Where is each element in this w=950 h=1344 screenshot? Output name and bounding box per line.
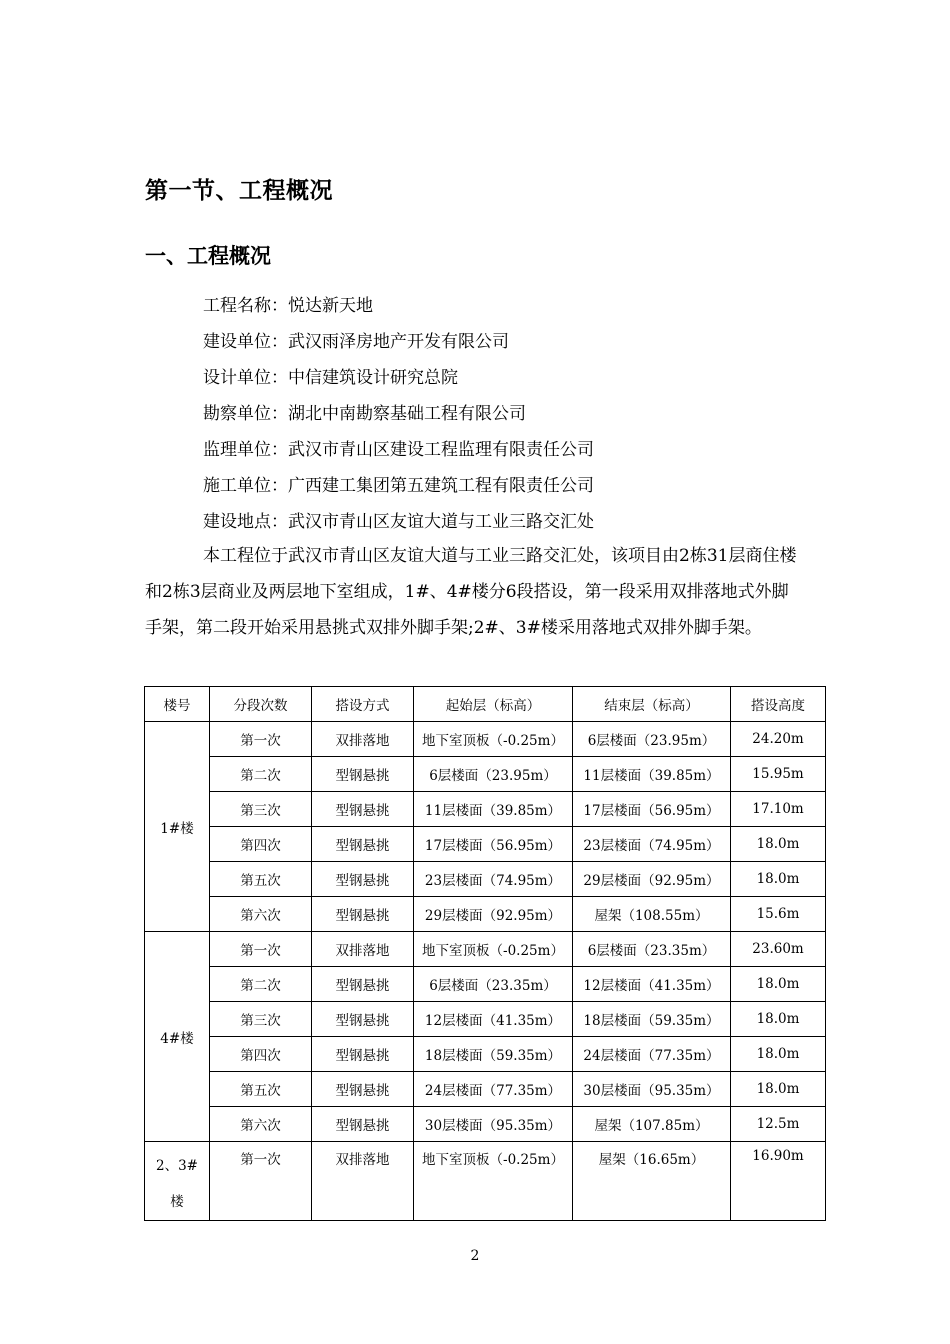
table-cell: 12层楼面（41.35m） <box>573 967 731 1002</box>
table-cell: 第一次 <box>210 932 312 967</box>
header-height: 搭设高度 <box>731 687 826 722</box>
table-row <box>145 932 826 967</box>
table-cell: 第二次 <box>210 757 312 792</box>
table-cell: 12层楼面（41.35m） <box>414 1002 573 1037</box>
table-cell: 地下室顶板（-0.25m） <box>414 932 573 967</box>
table-cell: 双排落地 <box>312 1142 414 1221</box>
table-cell: 6层楼面（23.95m） <box>573 722 731 757</box>
table-cell: 29层楼面（92.95m） <box>414 897 573 932</box>
building-label-line1: 2、3# <box>156 1158 198 1174</box>
table-cell: 型钢悬挑 <box>312 792 414 827</box>
table-cell: 双排落地 <box>312 932 414 967</box>
table-header-row <box>145 687 826 722</box>
info-project-name: 工程名称：悦达新天地 <box>203 296 373 316</box>
info-developer: 建设单位：武汉雨泽房地产开发有限公司 <box>203 332 509 352</box>
table-row <box>145 1107 826 1142</box>
table-row <box>145 1002 826 1037</box>
info-surveyor: 勘察单位：湖北中南勘察基础工程有限公司 <box>203 404 526 424</box>
building-cell: 4#楼 <box>145 932 210 1142</box>
table-cell: 屋架（107.85m） <box>573 1107 731 1142</box>
table-row <box>145 792 826 827</box>
table-cell: 18.0m <box>731 862 826 897</box>
project-info-list <box>203 288 594 540</box>
table-cell: 型钢悬挑 <box>312 897 414 932</box>
table-cell: 第一次 <box>210 1142 312 1221</box>
table-cell: 15.6m <box>731 897 826 932</box>
subsection-title: 一、工程概况 <box>145 244 271 268</box>
scaffold-table <box>144 686 826 1221</box>
table-cell: 24.20m <box>731 722 826 757</box>
table-cell: 18.0m <box>731 967 826 1002</box>
table-cell: 型钢悬挑 <box>312 862 414 897</box>
table-cell: 23.60m <box>731 932 826 967</box>
table-cell: 屋架（16.65m） <box>573 1142 731 1221</box>
table-cell: 18.0m <box>731 1002 826 1037</box>
table-row <box>145 757 826 792</box>
table-cell: 15.95m <box>731 757 826 792</box>
table-cell: 23层楼面（74.95m） <box>414 862 573 897</box>
header-end-level: 结束层（标高） <box>573 687 731 722</box>
table-cell: 第六次 <box>210 897 312 932</box>
table-cell: 屋架（108.55m） <box>573 897 731 932</box>
table-cell: 17.10m <box>731 792 826 827</box>
table-cell: 18.0m <box>731 1037 826 1072</box>
info-location: 建设地点：武汉市青山区友谊大道与工业三路交汇处 <box>203 512 594 532</box>
table-cell: 24层楼面（77.35m） <box>573 1037 731 1072</box>
table-cell: 型钢悬挑 <box>312 967 414 1002</box>
table-cell: 12.5m <box>731 1107 826 1142</box>
info-contractor: 施工单位：广西建工集团第五建筑工程有限责任公司 <box>203 476 594 496</box>
table-cell: 11层楼面（39.85m） <box>573 757 731 792</box>
table-cell: 型钢悬挑 <box>312 827 414 862</box>
table-row <box>145 1037 826 1072</box>
info-designer: 设计单位：中信建筑设计研究总院 <box>203 368 458 388</box>
table-cell: 6层楼面（23.35m） <box>414 967 573 1002</box>
table-cell: 地下室顶板（-0.25m） <box>414 1142 573 1221</box>
table-cell: 18.0m <box>731 1072 826 1107</box>
table-cell: 第五次 <box>210 1072 312 1107</box>
table-cell: 第三次 <box>210 792 312 827</box>
table-cell: 11层楼面（39.85m） <box>414 792 573 827</box>
table-cell: 第四次 <box>210 827 312 862</box>
table-cell: 第三次 <box>210 1002 312 1037</box>
table-cell: 地下室顶板（-0.25m） <box>414 722 573 757</box>
building-cell: 1#楼 <box>145 722 210 932</box>
table-cell: 18层楼面（59.35m） <box>414 1037 573 1072</box>
table-cell: 17层楼面（56.95m） <box>414 827 573 862</box>
table-row <box>145 1142 826 1221</box>
table-cell: 23层楼面（74.95m） <box>573 827 731 862</box>
page-number: 2 <box>470 1248 480 1264</box>
info-supervisor: 监理单位：武汉市青山区建设工程监理有限责任公司 <box>203 440 594 460</box>
table-cell: 第一次 <box>210 722 312 757</box>
table-row <box>145 967 826 1002</box>
table-cell: 双排落地 <box>312 722 414 757</box>
table-cell: 29层楼面（92.95m） <box>573 862 731 897</box>
table-cell: 17层楼面（56.95m） <box>573 792 731 827</box>
building-label-line2: 楼 <box>170 1194 184 1210</box>
table-cell: 第六次 <box>210 1107 312 1142</box>
header-method: 搭设方式 <box>312 687 414 722</box>
header-segment: 分段次数 <box>210 687 312 722</box>
table-cell: 6层楼面（23.35m） <box>573 932 731 967</box>
table-cell: 24层楼面（77.35m） <box>414 1072 573 1107</box>
table-cell: 16.90m <box>731 1142 826 1221</box>
table-cell: 30层楼面（95.35m） <box>573 1072 731 1107</box>
table-cell: 型钢悬挑 <box>312 1002 414 1037</box>
table-cell: 型钢悬挑 <box>312 757 414 792</box>
project-description: 本工程位于武汉市青山区友谊大道与工业三路交汇处，该项目由2栋31层商住楼和2栋3层商业及两层地下室组成，1#、4#楼分6段搭设，第一段采用双排落地式外脚手架，第二段开始采用悬挑式双排外脚手架;2#、3#楼采用落地式双排外脚手架。 <box>145 546 797 638</box>
table-row <box>145 722 826 757</box>
building-cell <box>145 1142 210 1221</box>
table-row <box>145 827 826 862</box>
table-row <box>145 1072 826 1107</box>
table-cell: 第二次 <box>210 967 312 1002</box>
table-cell: 第四次 <box>210 1037 312 1072</box>
table-row <box>145 897 826 932</box>
table-cell: 第五次 <box>210 862 312 897</box>
header-building: 楼号 <box>145 687 210 722</box>
table-cell: 6层楼面（23.95m） <box>414 757 573 792</box>
table-cell: 30层楼面（95.35m） <box>414 1107 573 1142</box>
table-cell: 型钢悬挑 <box>312 1037 414 1072</box>
table-row <box>145 862 826 897</box>
table-cell: 型钢悬挑 <box>312 1072 414 1107</box>
header-start-level: 起始层（标高） <box>414 687 573 722</box>
table-cell: 型钢悬挑 <box>312 1107 414 1142</box>
section-title: 第一节、工程概况 <box>145 178 333 204</box>
table-cell: 18.0m <box>731 827 826 862</box>
table-cell: 18层楼面（59.35m） <box>573 1002 731 1037</box>
